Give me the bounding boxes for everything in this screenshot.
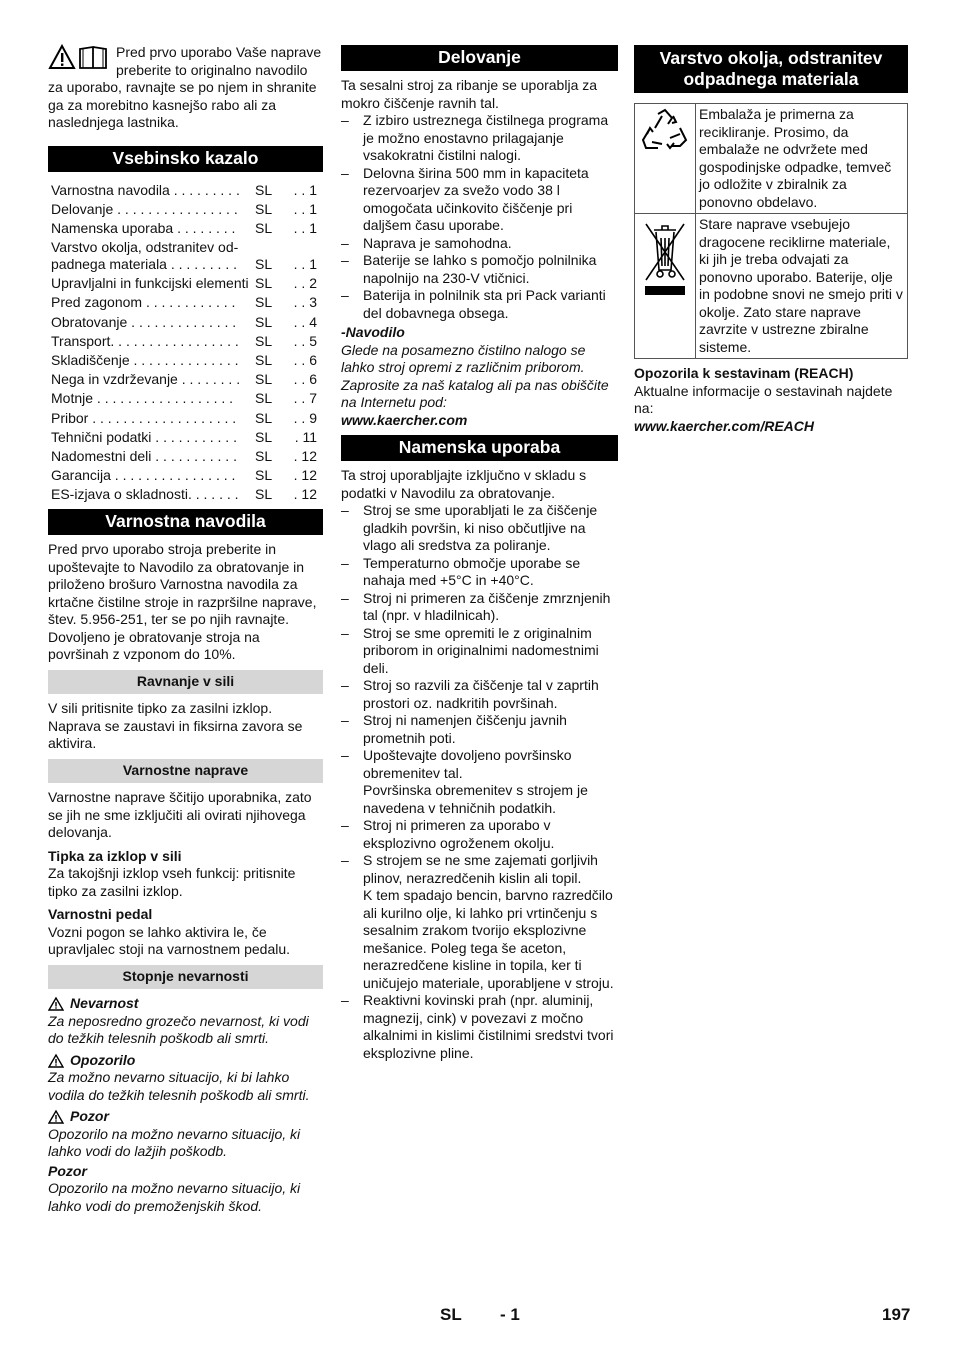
toc-entry-title: Pred zagonom . . . . . . . . . . . . — [51, 294, 236, 311]
list-item-text: Reaktivni kovinski prah (npr. aluminij, magnezij, cink) v povezavi z močno alkalnimi in kislimi čistilnimi sredstvi tvori eksplozivne pline. — [363, 992, 614, 1061]
list-item-text: Stroj ni primeren za čiščenje zmrznjenih tal (npr. v hladilnicah). — [363, 589, 611, 623]
reach-title: Opozorila k sestavinam (REACH) — [634, 365, 854, 381]
toc-entry-page: . 12 — [293, 486, 317, 503]
list-item-extra: Površinska obremenitev s strojem je navedena v tehničnih podatkih. — [363, 782, 588, 816]
intro — [48, 44, 323, 132]
column-right — [634, 44, 908, 435]
note-text: Glede na posamezno čistilno nalogo se lahko stroj opremi z različnim priborom. Zaprosite za naš katalog ali pa nas obiščite na Internetu pod: — [341, 341, 609, 410]
hazard-level-label: Pozor — [70, 1108, 109, 1125]
crossed-bin-icon — [640, 218, 690, 298]
hazard-level-heading — [48, 1108, 323, 1126]
toc-row[interactable] — [48, 199, 323, 218]
toc-entry-page: . . 6 — [293, 371, 317, 388]
pedal-title: Varnostni pedal — [48, 906, 153, 923]
toc-entry-title: Namenska uporaba . . . . . . . . — [51, 220, 236, 237]
list-item — [341, 712, 618, 747]
list-item — [341, 992, 618, 1062]
hazard-level-heading — [48, 1052, 323, 1070]
hazard-level-text: Opozorilo na možno nevarno situacijo, ki lahko vodi do lažjih poškodb. — [48, 1125, 301, 1160]
toc-entry-lang: SL — [255, 294, 273, 311]
hazard-level-text: Za neposredno grozečo nevarnost, ki vodi do težkih telesnih poškodb ali smrti. — [48, 1012, 309, 1047]
column-left — [48, 44, 323, 1215]
toc-entry-title: Nega in vzdrževanje . . . . . . . . — [51, 371, 241, 388]
toc-entry-page: . . 5 — [293, 332, 317, 349]
list-item-text: Stroj so razvili za čiščenje tal v zaprtih prostori oz. nadkritih površinah. — [363, 677, 599, 711]
toc-row[interactable] — [48, 218, 323, 237]
pozor2-label: Pozor — [48, 1162, 87, 1179]
toc-entry-lang: SL — [255, 428, 273, 445]
toc-row[interactable] — [48, 427, 323, 446]
toc-row[interactable] — [48, 311, 323, 330]
toc-entry-page: . . 1 — [293, 220, 317, 237]
toc-entry-page: . . 7 — [293, 390, 317, 407]
toc-row[interactable] — [48, 407, 323, 426]
list-item: – Baterija in polnilnik sta pri Pack varianti del dobavnega obsega. — [341, 287, 618, 322]
toc-entry-title-cont: padnega materiala . . . . . . . . . — [51, 256, 237, 273]
toc-entry-lang: SL — [255, 200, 273, 217]
toc-entry-page: . . 1 — [293, 256, 317, 273]
toc-entry-lang: SL — [255, 332, 273, 349]
hazard-levels — [48, 995, 323, 1161]
toc-entry-title: Delovanje . . . . . . . . . . . . . . . . — [51, 200, 238, 217]
list-item-text: Temperaturno območje uporabe se nahaja med +5°C in +40°C. — [363, 554, 581, 588]
toc-entry-lang: SL — [255, 390, 273, 407]
toc-entry-title: Skladiščenje . . . . . . . . . . . . . . — [51, 352, 239, 368]
intro-text: Pred prvo uporabo Vaše naprave preberite to originalno navodilo za uporabo, ravnajte se po njem in shranite ga za morebitno kasnejšo rabo ali za naslednjega lastnika. — [48, 44, 322, 130]
list-item-text: Stroj se sme uporabljati le za čiščenje gladkih površin, ki niso občutljive na vlago ali sredstva za poliranje. — [363, 502, 598, 553]
toc-entry-title: Nadomestni deli . . . . . . . . . . . — [51, 447, 237, 464]
toc-entry-lang: SL — [255, 467, 273, 484]
pozor2-text: Opozorilo na možno nevarno situacijo, ki lahko vodi do premoženjskih škod. — [48, 1180, 301, 1214]
hazard-level-heading — [48, 995, 323, 1013]
toc-title: Vsebinsko kazalo — [48, 146, 323, 172]
hazard-level-label: Nevarnost — [70, 995, 139, 1012]
toc-entry-title: Tehnični podatki . . . . . . . . . . . — [51, 428, 237, 445]
toc-entry-title: Motnje . . . . . . . . . . . . . . . . . . — [51, 390, 234, 407]
toc-entry-page: . . 4 — [293, 313, 317, 330]
toc-entry-title: Garancija . . . . . . . . . . . . . . . . — [51, 467, 236, 484]
list-item — [341, 747, 618, 817]
list-item-text: S strojem se ne sme zajemati gorljivih plinov, nerazredčenih kislin ali topil. — [363, 852, 598, 886]
warning-icon — [48, 1054, 64, 1068]
toc-entry-page: . 12 — [293, 467, 317, 484]
toc-row[interactable] — [48, 369, 323, 388]
environment-title: Varstvo okolja, odstranitev odpadnega materiala — [634, 45, 908, 93]
footer-lang: SL — [440, 1305, 462, 1324]
toc-row[interactable] — [48, 465, 323, 484]
toc-row[interactable] — [48, 273, 323, 292]
estop-body: Za takojšnji izklop vseh funkcij: pritisnite tipko za zasilni izklop. — [48, 865, 296, 899]
toc-entry-page: . . 1 — [293, 200, 317, 217]
estop-title: Tipka za izklop v sili — [48, 847, 182, 864]
toc-entry-title: Transport. . . . . . . . . . . . . . . . . — [51, 332, 239, 349]
safety-body: Pred prvo uporabo stroja preberite in upoštevajte to Navodilo za obratovanje in priloženo brošuro Varnostna navodila za krtačne čistilne stroje in razpršilne naprave, štev. 5.956-251, ter se po njih ravnajte. Dovoljeno je obratovanje stroja na površinah z vzponom do 10%. — [48, 541, 317, 663]
hazard-level-label: Opozorilo — [70, 1051, 136, 1068]
list-item — [341, 852, 618, 992]
toc-row[interactable] — [48, 180, 323, 199]
toc-entry-page: . 12 — [293, 447, 317, 464]
recycle-icon — [640, 108, 690, 156]
list-item — [341, 625, 618, 678]
toc-entry-page: . . 3 — [293, 294, 317, 311]
footer-page-number: 197 — [882, 1305, 911, 1324]
toc-row[interactable] — [48, 292, 323, 311]
list-item-text: Upoštevajte dovoljeno površinsko obremenitev tal. — [363, 747, 572, 781]
toc-entry-lang: SL — [255, 352, 273, 368]
warning-icon — [48, 997, 64, 1011]
environment-row — [635, 104, 908, 214]
toc-entry-lang: SL — [255, 256, 273, 273]
list-item: – Z izbiro ustreznega čistilnega programa je možno enostavno prilagajanje vsakokratni čistilni nalogi. — [341, 112, 618, 165]
reach-text: Aktualne informacije o sestavinah najdete na: — [634, 382, 893, 416]
toc-entry-lang: SL — [255, 447, 273, 464]
note-url[interactable]: www.kaercher.com — [341, 411, 468, 428]
toc-entry-title: Varnostna navodila . . . . . . . . . — [51, 181, 240, 198]
note-label: -Navodilo — [341, 324, 405, 340]
list-item — [341, 677, 618, 712]
toc-entry-page: . 11 — [294, 428, 317, 445]
list-item: – Delovna širina 500 mm in kapaciteta rezervoarjev za svežo vodo 38 l omogočata učinkovito čiščenje pri daljšem času uporabe. — [341, 165, 618, 235]
toc-row[interactable] — [48, 331, 323, 350]
toc-entry-lang: SL — [255, 486, 273, 503]
list-item: – Baterije se lahko s pomočjo polnilnika napolnijo na 230-V vtičnici. — [341, 252, 618, 287]
toc-row[interactable] — [48, 350, 323, 369]
hazard-title: Stopnje nevarnosti — [48, 965, 323, 990]
toc-entry-title: ES-izjava o skladnosti. . . . . . . — [51, 486, 239, 503]
hazard-level-text: Za možno nevarno situacijo, ki bi lahko vodila do težkih telesnih poškodb ali smrti. — [48, 1069, 310, 1103]
intended-title: Namenska uporaba — [341, 435, 618, 461]
list-item-text: Stroj ni primeren za uporabo v eksplozivno ogroženem okolju. — [363, 817, 555, 851]
toc-entry-lang: SL — [255, 371, 273, 388]
column-middle — [341, 44, 618, 1062]
emergency-title: Ravnanje v sili — [48, 670, 323, 695]
toc-entry-page: . . 1 — [293, 181, 317, 198]
toc-row[interactable] — [48, 237, 323, 273]
toc-row[interactable] — [48, 446, 323, 465]
devices-body: Varnostne naprave ščitijo uporabnika, zato se jih ne sme izključiti ali ovirati njihovega delovanja. — [48, 789, 312, 841]
toc-entry-title: Pribor . . . . . . . . . . . . . . . . . . . — [51, 409, 237, 426]
toc-entry-lang: SL — [255, 409, 273, 426]
toc-entry-lang: SL — [255, 275, 273, 292]
toc-entry-title: Varstvo okolja, odstranitev od- — [51, 239, 239, 256]
safety-title: Varnostna navodila — [48, 509, 323, 535]
environment-text-2: Stare naprave vsebujejo dragocene reciklirne materiale, ki jih je treba odvajati za ponovno uporabo. Baterije, olje in podobne snovi ne smejo priti v okolje. Zato stare naprave zavrzite v ustrezne zbiralne sisteme. — [696, 214, 908, 359]
toc-table — [48, 180, 323, 504]
operation-list — [341, 112, 618, 322]
environment-table — [634, 103, 908, 359]
footer-page-marker — [500, 1306, 520, 1324]
list-item-text: Stroj se sme opremiti le z originalnim priborom in originalnimi nadomestnimi deli. — [363, 624, 599, 676]
footer-page-marker-text: - 1 — [500, 1305, 520, 1324]
intended-intro: Ta stroj uporabljajte izključno v skladu s podatki v Navodilu za obratovanje. — [341, 467, 587, 501]
toc-entry-lang: SL — [255, 220, 273, 237]
list-item: – Naprava je samohodna. — [341, 235, 618, 253]
toc-entry-lang: SL — [255, 313, 273, 330]
toc-entry-lang: SL — [255, 181, 273, 198]
toc-entry-title: Upravljalni in funkcijski elementi — [51, 275, 249, 292]
list-item — [341, 555, 618, 590]
toc-entry-page: . . 9 — [293, 409, 317, 426]
pedal-body: Vozni pogon se lahko aktivira le, če upravljalec stoji na varnostnem pedalu. — [48, 923, 291, 958]
reach-url[interactable]: www.kaercher.com/REACH — [634, 417, 814, 434]
warning-manual-icon — [48, 44, 112, 70]
list-item — [341, 817, 618, 852]
toc-row[interactable] — [48, 388, 323, 407]
toc-entry-page: . . 2 — [293, 275, 317, 292]
toc-entry-page: . . 6 — [293, 352, 317, 368]
intended-list — [341, 502, 618, 1062]
list-item-text: Stroj ni namenjen čiščenju javnih prometnih poti. — [363, 712, 567, 746]
operation-title: Delovanje — [341, 45, 618, 71]
toc-entry-title: Obratovanje . . . . . . . . . . . . . . — [51, 313, 237, 330]
list-item — [341, 502, 618, 555]
emergency-body: V sili pritisnite tipko za zasilni izklop. Naprava se zaustavi in fiksirna zavora se aktivira. — [48, 700, 303, 752]
devices-title: Varnostne naprave — [48, 759, 323, 784]
list-item-extra: K tem spadajo bencin, barvno razredčilo ali kurilno olje, ki lahko pri vrtinčenju s sesalnim zrakom tvorijo eksplozivne mešanice. Poleg tega še aceton, nerazredčene kisline in topila, ker ti uničujejo materiale, uporabljene v stroju. — [363, 887, 614, 991]
toc-row[interactable] — [48, 484, 323, 503]
operation-intro: Ta sesalni stroj za ribanje se uporablja za mokro čiščenje ravnih tal. — [341, 77, 598, 111]
environment-row — [635, 214, 908, 359]
list-item — [341, 590, 618, 625]
warning-icon — [48, 1110, 64, 1124]
environment-text-1: Embalaža je primerna za recikliranje. Prosimo, da embalaže ne odvržete med gospodinjske odpadke, temveč jo odložite v zbiralnik za ponovno obdelavo. — [696, 104, 908, 214]
